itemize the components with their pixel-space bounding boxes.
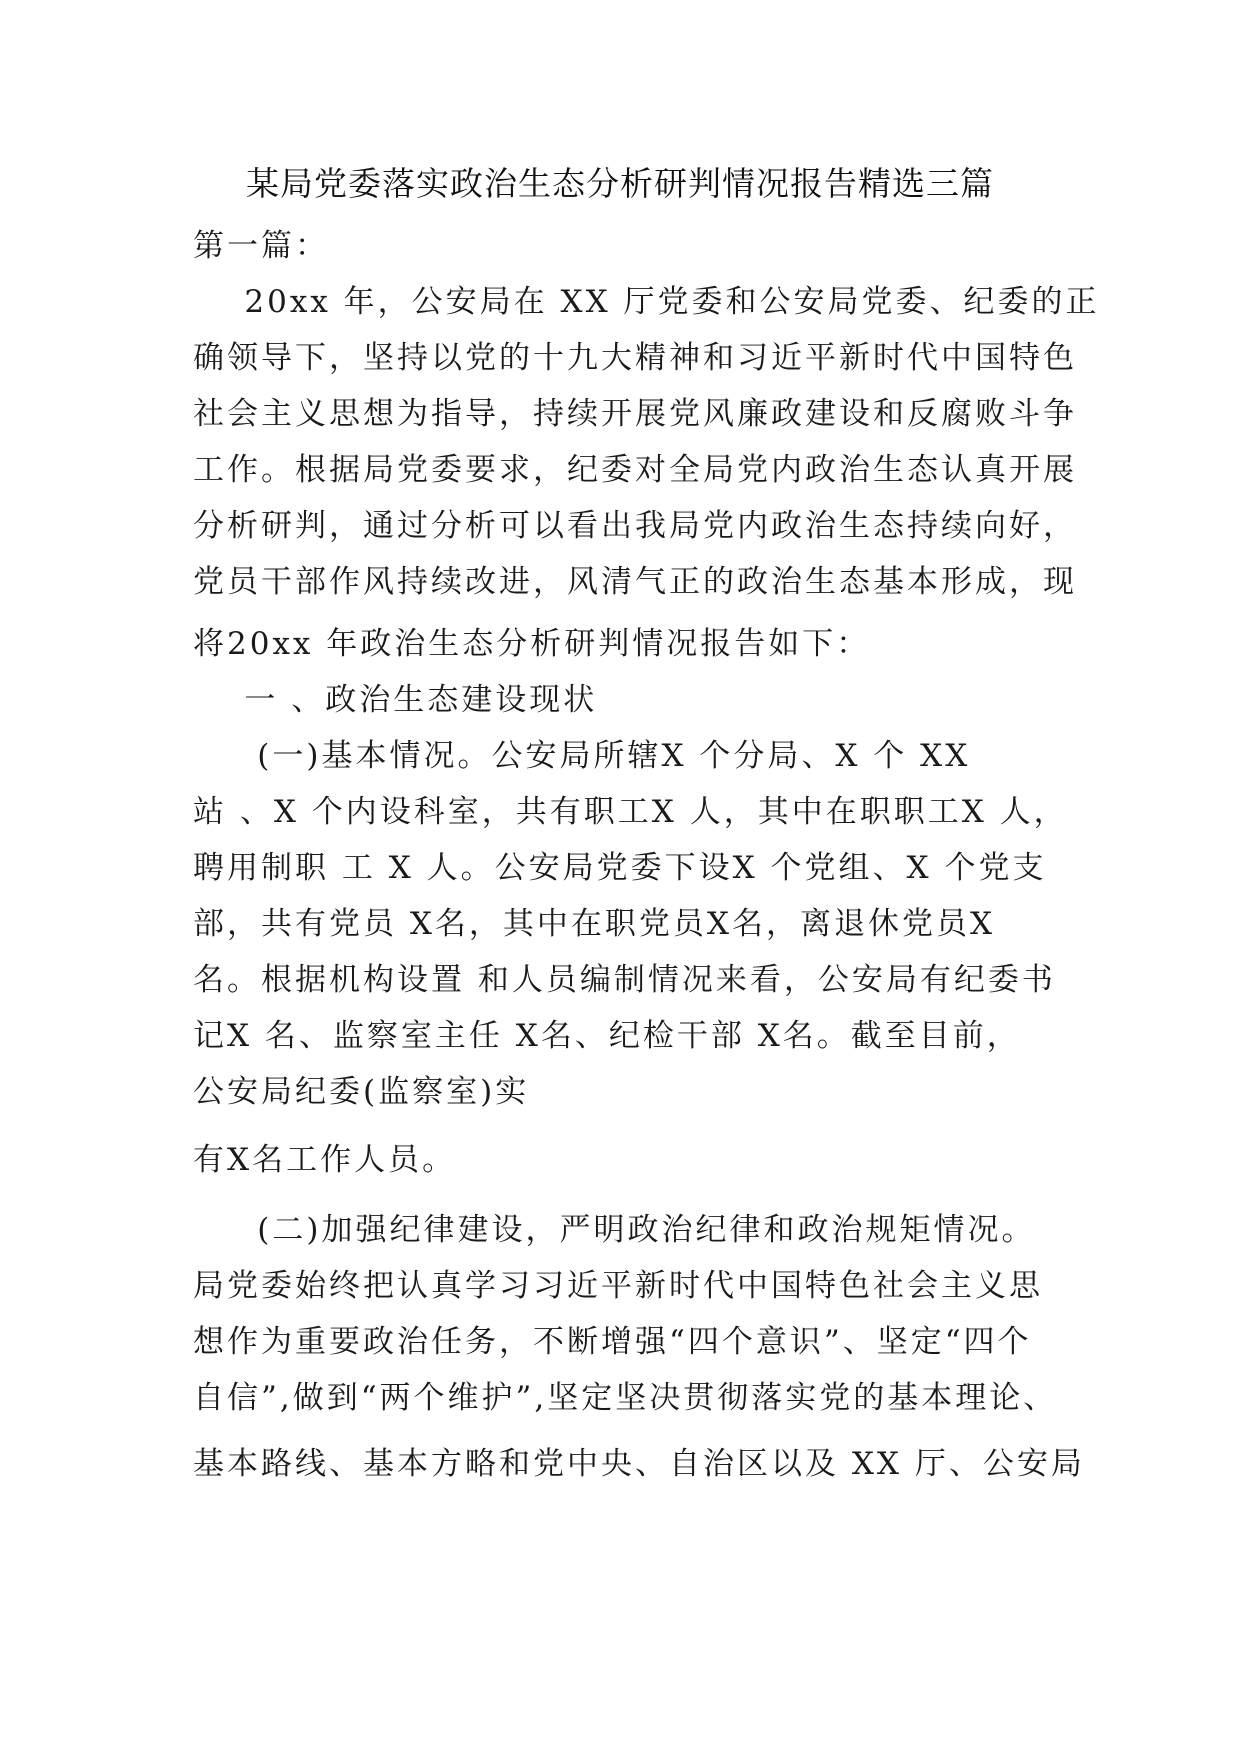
paragraph-line: 想作为重要政治任务，不断增强“四个意识”、坚定“四个 xyxy=(193,1324,1032,1360)
paragraph-line: 聘用制职 工 X 人。公安局党委下设X 个党组、X 个党支 xyxy=(193,850,1047,886)
paragraph-line: (二)加强纪律建设，严明政治纪律和政治规矩情况。 xyxy=(193,1212,1036,1248)
paragraph-line: (一)基本情况。公安局所辖X 个分局、X 个 XX xyxy=(193,738,971,774)
paragraph-line: 公安局纪委(监察室)实 xyxy=(193,1074,530,1110)
section-heading-first: 第一篇： xyxy=(193,228,329,264)
document-title: 某局党委落实政治生态分析研判情况报告精选三篇 xyxy=(246,164,994,203)
paragraph-line: 将20xx 年政治生态分析研判情况报告如下： xyxy=(193,626,871,662)
section-heading: 一 、政治生态建设现状 xyxy=(193,682,598,718)
paragraph-line: 部，共有党员 X名，其中在职党员X名，离退休党员X xyxy=(193,906,996,942)
paragraph-line: 名。根据机构设置 和人员编制情况来看，公安局有纪委书 xyxy=(193,962,1056,998)
paragraph-line: 基本路线、基本方略和党中央、自治区以及 XX 厅、公安局 xyxy=(193,1446,1085,1482)
paragraph-line: 分析研判，通过分析可以看出我局党内政治生态持续向好， xyxy=(193,508,1077,544)
paragraph-line: 社会主义思想为指导，持续开展党风廉政建设和反腐败斗争 xyxy=(193,396,1077,432)
paragraph-line: 确领导下，坚持以党的十九大精神和习近平新时代中国特色 xyxy=(193,340,1077,376)
paragraph-line: 记X 名、监察室主任 X名、纪检干部 X名。截至目前， xyxy=(193,1018,1021,1054)
paragraph-line: 自信”,做到“两个维护”,坚定坚决贯彻落实党的基本理论、 xyxy=(193,1380,1058,1416)
paragraph-line: 站 、X 个内设科室，共有职工X 人，其中在职职工X 人， xyxy=(193,794,1068,830)
paragraph-line: 局党委始终把认真学习习近平新时代中国特色社会主义思 xyxy=(193,1268,1043,1304)
paragraph-line: 20xx 年，公安局在 XX 厅党委和公安局党委、纪委的正 xyxy=(193,284,1100,320)
paragraph-line: 工作。根据局党委要求，纪委对全局党内政治生态认真开展 xyxy=(193,452,1077,488)
paragraph-line: 有X名工作人员。 xyxy=(193,1142,457,1178)
paragraph-line: 党员干部作风持续改进，风清气正的政治生态基本形成，现 xyxy=(193,564,1077,600)
